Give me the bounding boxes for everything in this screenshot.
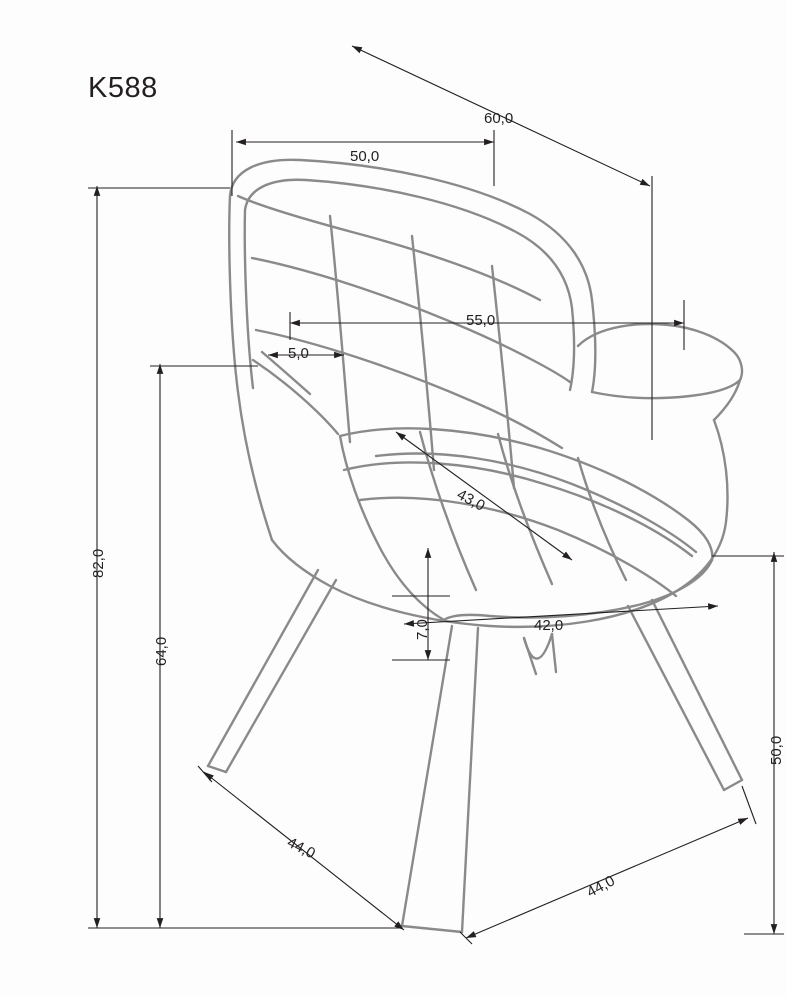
dimension-label-seat-height: 50,0	[768, 735, 785, 765]
dimension-label-seat-depth: 43,0	[454, 486, 488, 515]
dimension-label-seat-thickness: 7,0	[414, 619, 431, 640]
dimension-label-seat-width: 42,0	[534, 617, 564, 634]
dimension-label-backrest-width: 55,0	[466, 312, 496, 329]
dimension-label-total-height: 82,0	[90, 548, 107, 578]
dimension-label-depth-top: 60,0	[484, 110, 514, 127]
chair-illustration	[208, 160, 742, 932]
dimension-label-backrest-height: 64,0	[153, 636, 170, 666]
dimension-label-leg-span-left: 44,0	[284, 834, 319, 863]
dimension-label-armrest-offset: 5,0	[288, 345, 309, 362]
page-title: K588	[88, 72, 158, 104]
dim-line-seat-depth	[396, 432, 572, 560]
dimension-label-width-top: 50,0	[350, 148, 380, 165]
dimension-label-leg-span-right: 44,0	[584, 872, 618, 902]
